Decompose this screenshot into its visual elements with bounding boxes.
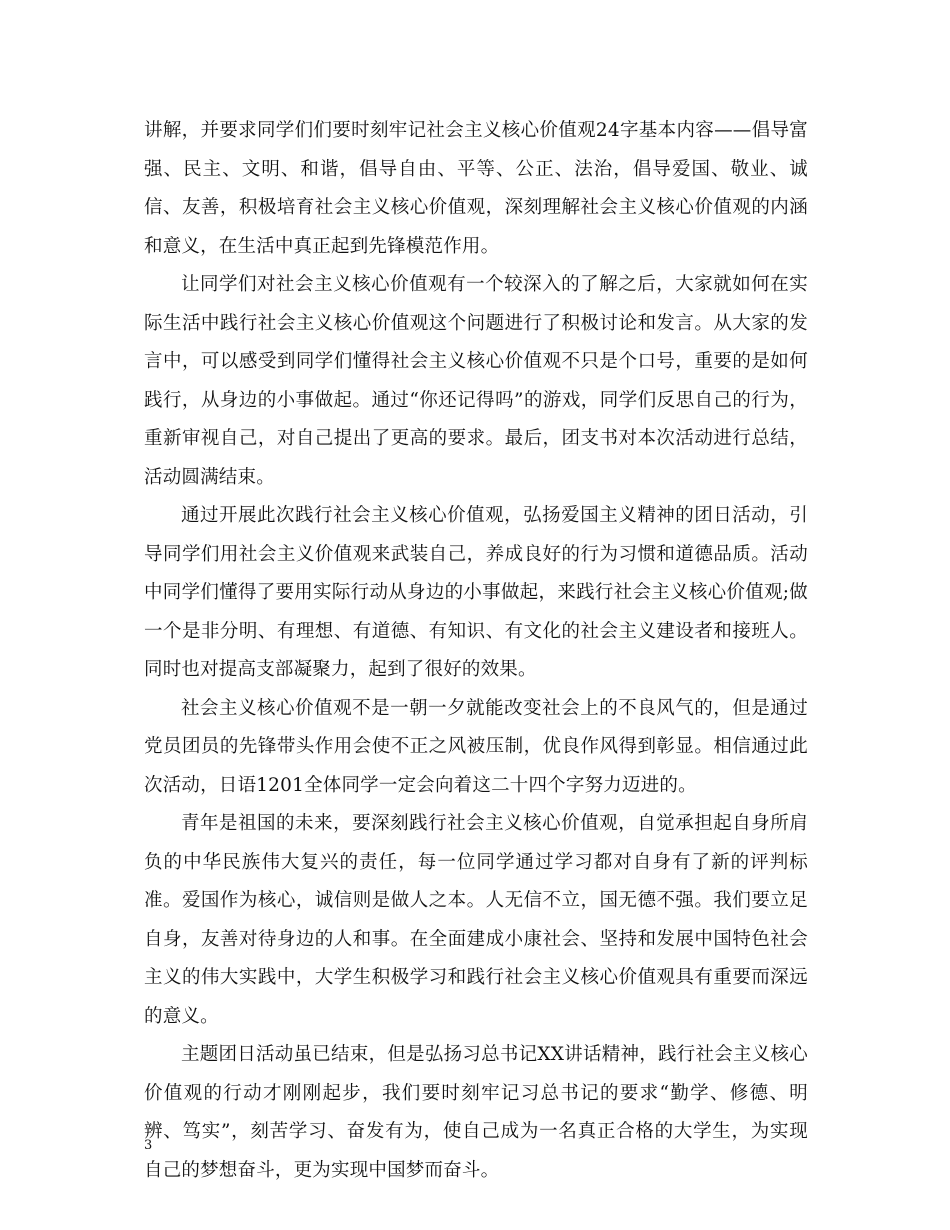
paragraph-6: 主题团日活动虽已结束，但是弘扬习总书记XX讲话精神，践行社会主义核心价值观的行动才刚刚起步，我们要时刻牢记习总书记的要求“勤学、修德、明辨、笃实”，刻苦学习、奋发有为，使自己成为一名真正合格的大学生，为实现自己的梦想奋斗，更为实现中国梦而奋斗。 <box>144 1044 808 1181</box>
paragraph-2: 让同学们对社会主义核心价值观有一个较深入的了解之后，大家就如何在实际生活中践行社会主义核心价值观这个问题进行了积极讨论和发言。从大家的发言中，可以感受到同学们懂得社会主义核心价值观不只是个口号，重要的是如何践行，从身边的小事做起。通过“你还记得吗”的游戏，同学们反思自己的行为，重新审视自己，对自己提出了更高的要求。最后，团支书对本次活动进行总结，活动圆满结束。 <box>144 274 808 488</box>
document-body <box>144 112 808 1190</box>
paragraph-4: 社会主义核心价值观不是一朝一夕就能改变社会上的不良风气的，但是通过党员团员的先锋带头作用会使不正之风被压制，优良作风得到彰显。相信通过此次活动，日语1201全体同学一定会向着这二十四个字努力迈进的。 <box>144 697 808 796</box>
paragraph-5: 青年是祖国的未来，要深刻践行社会主义核心价值观，自觉承担起自身所肩负的中华民族伟大复兴的责任，每一位同学通过学习都对自身有了新的评判标准。爱国作为核心，诚信则是做人之本。人无信不立，国无德不强。我们要立足自身，友善对待身边的人和事。在全面建成小康社会、坚持和发展中国特色社会主义的伟大实践中，大学生积极学习和践行社会主义核心价值观具有重要而深远的意义。 <box>144 813 808 1027</box>
paragraph-1: 讲解，并要求同学们们要时刻牢记社会主义核心价值观24字基本内容——倡导富强、民主、文明、和谐，倡导自由、平等、公正、法治，倡导爱国、敬业、诚信、友善，积极培育社会主义核心价值观，深刻理解社会主义核心价值观的内涵和意义，在生活中真正起到先锋模范作用。 <box>144 120 808 257</box>
page-number: 3 <box>144 1138 153 1153</box>
paragraph-3: 通过开展此次践行社会主义核心价值观，弘扬爱国主义精神的团日活动，引导同学们用社会主义价值观来武装自己，养成良好的行为习惯和道德品质。活动中同学们懂得了要用实际行动从身边的小事做起，来践行社会主义核心价值观;做一个是非分明、有理想、有道德、有知识、有文化的社会主义建设者和接班人。同时也对提高支部凝聚力，起到了很好的效果。 <box>144 505 808 680</box>
